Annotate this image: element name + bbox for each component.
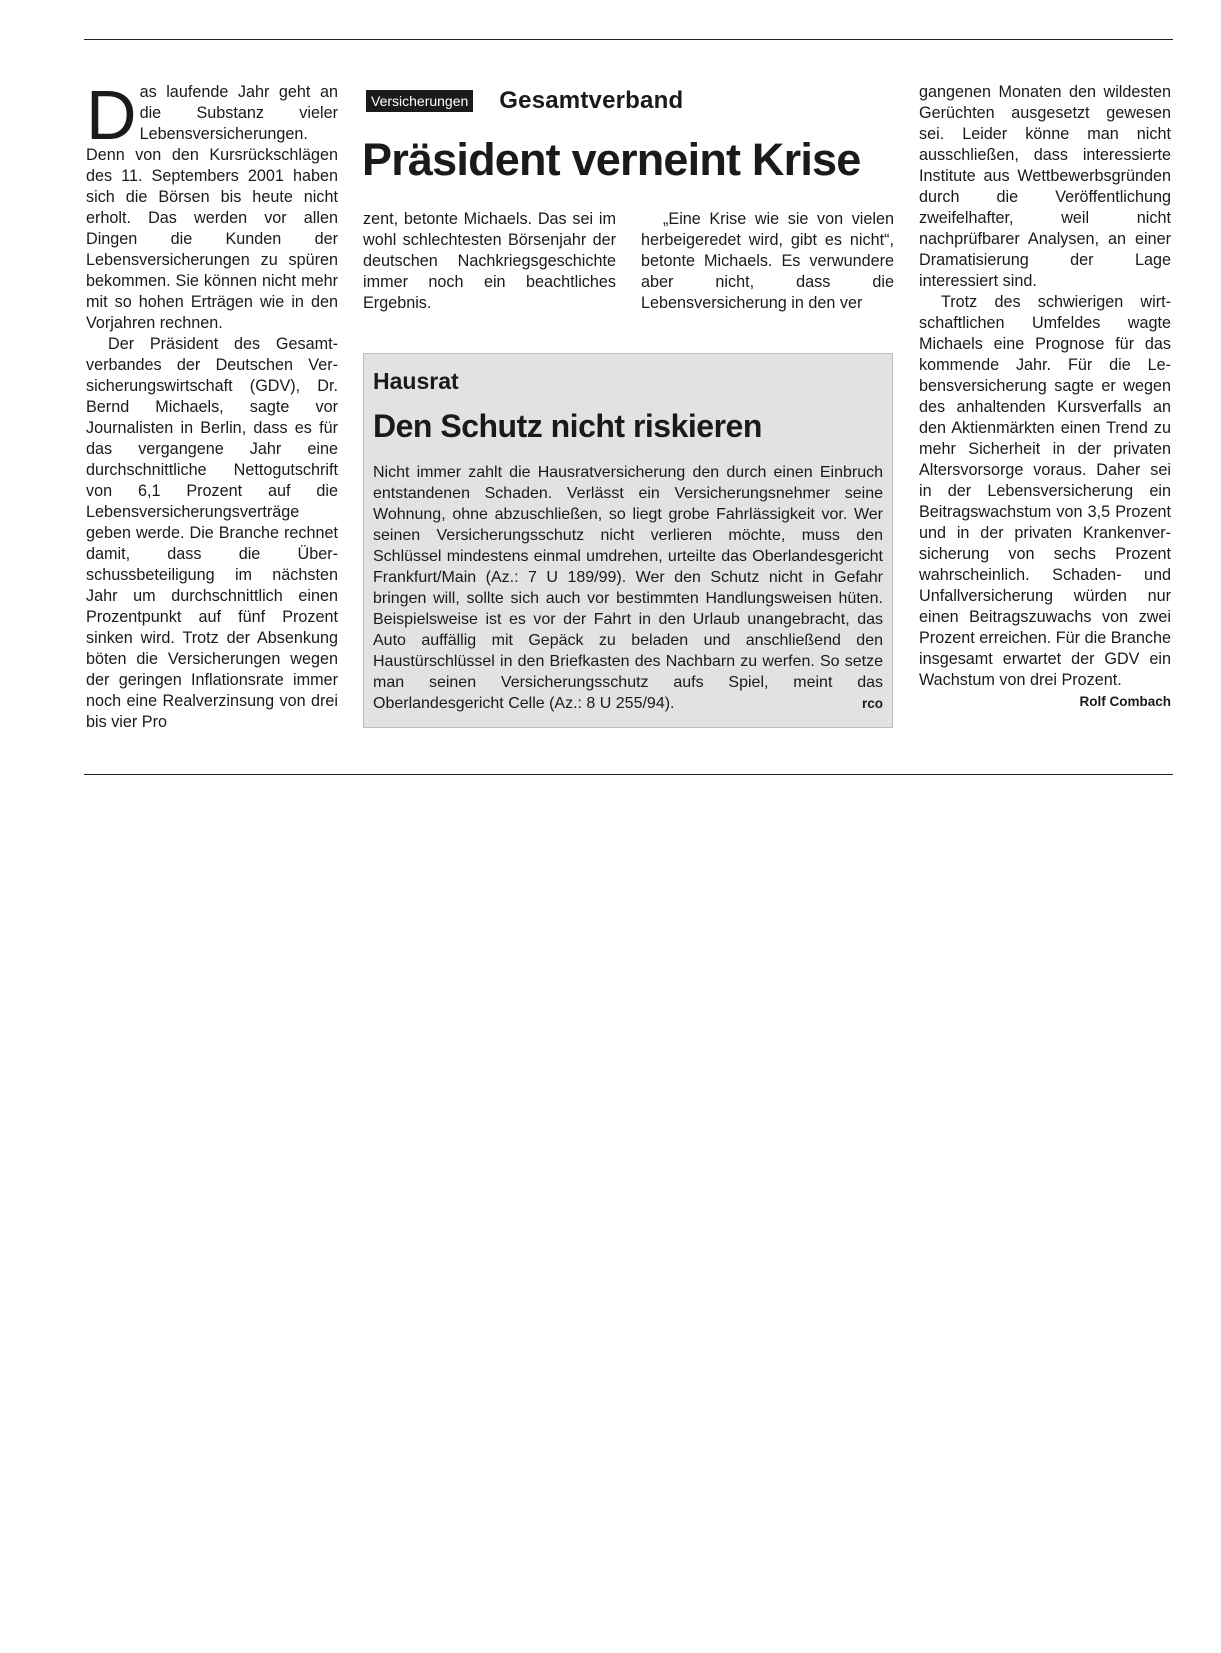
article-column-2: [363, 209, 616, 314]
section-tag: Versicherungen: [366, 90, 473, 112]
paragraph-3: zent, betonte Michaels. Das sei im wohl schlechtesten Börsenjahr der deutschen Nachkriegsgeschichte immer noch ein beachtliches Ergebnis.: [363, 210, 616, 312]
article-kicker: Gesamtverband: [499, 87, 684, 114]
article-column-1: [86, 76, 338, 733]
sidebar-box: [363, 353, 893, 728]
paragraph-2: Der Präsident des Gesamtverbandes der Deutschen Versicherungswirtschaft (GDV), Dr. Bernd Michaels, sagte vor Journalisten in Berlin, dass es für das vergangene Jahr eine durchschnittliche Nettogutschrift von 6,1 Prozent auf die Lebensversicherungsverträge geben werde. Die Branche rechnet damit, dass die Überschussbeteiligung im nächsten Jahr um durchschnittlich einen Prozentpunkt auf fünf Prozent sinken wird. Trotz der Absenkung böten die Versicherungen wegen der geringen Inflationsrate immer noch eine Realverzinsung von drei bis vier Pro: [86, 335, 338, 731]
paragraph-5: gangenen Monaten den wildesten Gerüchten ausgesetzt gewesen sei. Leider könne man nicht ausschließen, dass interessierte Institute aus Wettbewerbsgründen durch die Veröffentlichung zweifelhafter, weil nicht nachprüfbarer Analysen, an einer Dramatisierung der Lage interessiert sind.: [919, 83, 1171, 290]
box-kicker: Hausrat: [373, 368, 459, 394]
kicker-row: [366, 88, 683, 114]
box-author: rco: [861, 696, 883, 711]
paragraph-1: [86, 76, 338, 334]
article-column-3: [641, 209, 894, 314]
box-title: Den Schutz nicht riskieren: [373, 408, 762, 444]
paragraph-4: „Eine Krise wie sie von vielen herbeigeredet wird, gibt es nicht“, betonte Michaels. Es verwundere aber nicht, dass die Lebensversicherung in den ver: [641, 210, 894, 312]
article-author: Rolf Combach: [1079, 694, 1171, 709]
article-headline: Präsident verneint Krise: [362, 134, 861, 185]
article-column-4: [919, 82, 1171, 712]
box-body-text: Nicht immer zahlt die Hausratversicherung den durch einen Einbruch entstandenen Schaden. Verlässt ein Versicherungsnehmer seine Wohnung, ohne abzuschließen, so liegt grobe Fahrlässigkeit vor. Wer seinen Versicherungsschutz nicht verlieren möchte, muss den Schlüssel mindestens einmal umdrehen, urteilte das Oberlandesgericht Frankfurt/Main (Az.: 7 U 189/99). Wer den Schutz nicht in Gefahr bringen will, sollte sich auch vor bestimmten Handlungsweisen hüten. Beispielsweise ist es vor der Fahrt in den Urlaub unangebracht, das Auto auffällig mit Gepäck zu beladen und anschließend den Haustürschlüssel in den Briefkasten des Nachbarn zu werfen. So setze man seinen Versicherungsschutz aufs Spiel, meint das Oberlandesgericht Celle (Az.: 8 U 255/94).: [373, 464, 883, 712]
dropcap: D: [86, 76, 137, 154]
paragraph-1-text: as laufende Jahr geht an die Substanz vieler Lebensversicherungen. Denn von den Kursrückschlägen des 11. Septembers 2001 haben sich die Börsen bis heute nicht erholt. Das werden vor allen Dingen die Kunden der Lebensversicherungen zu spüren bekommen. Sie können nicht mehr mit so hohen Erträgen wie in den Vorjahren rechnen.: [86, 83, 338, 332]
bottom-rule: [84, 774, 1173, 775]
paragraph-6-text: Trotz des schwierigen wirtschaftlichen Umfeldes wagte Michaels eine Prognose für das kommende Jahr. Für die Lebensversicherung sagte er wegen des anhaltenden Kursverfalls an den Aktienmärkten einen Trend zu mehr Sicherheit in der privaten Altersvorsorge voraus. Daher sei in der Lebensversicherung ein Beitragswachstum von 3,5 Prozent und in der privaten Krankenversicherung von sechs Prozent wahrscheinlich. Schaden- und Unfallversicherung würden nur einen Beitragszuwachs von zwei Prozent erreichen. Für die Branche insgesamt erwartet der GDV ein Wachstum von drei Prozent.: [919, 293, 1171, 689]
paragraph-6: [919, 292, 1171, 709]
top-rule: [84, 39, 1173, 40]
box-body: [373, 462, 883, 714]
